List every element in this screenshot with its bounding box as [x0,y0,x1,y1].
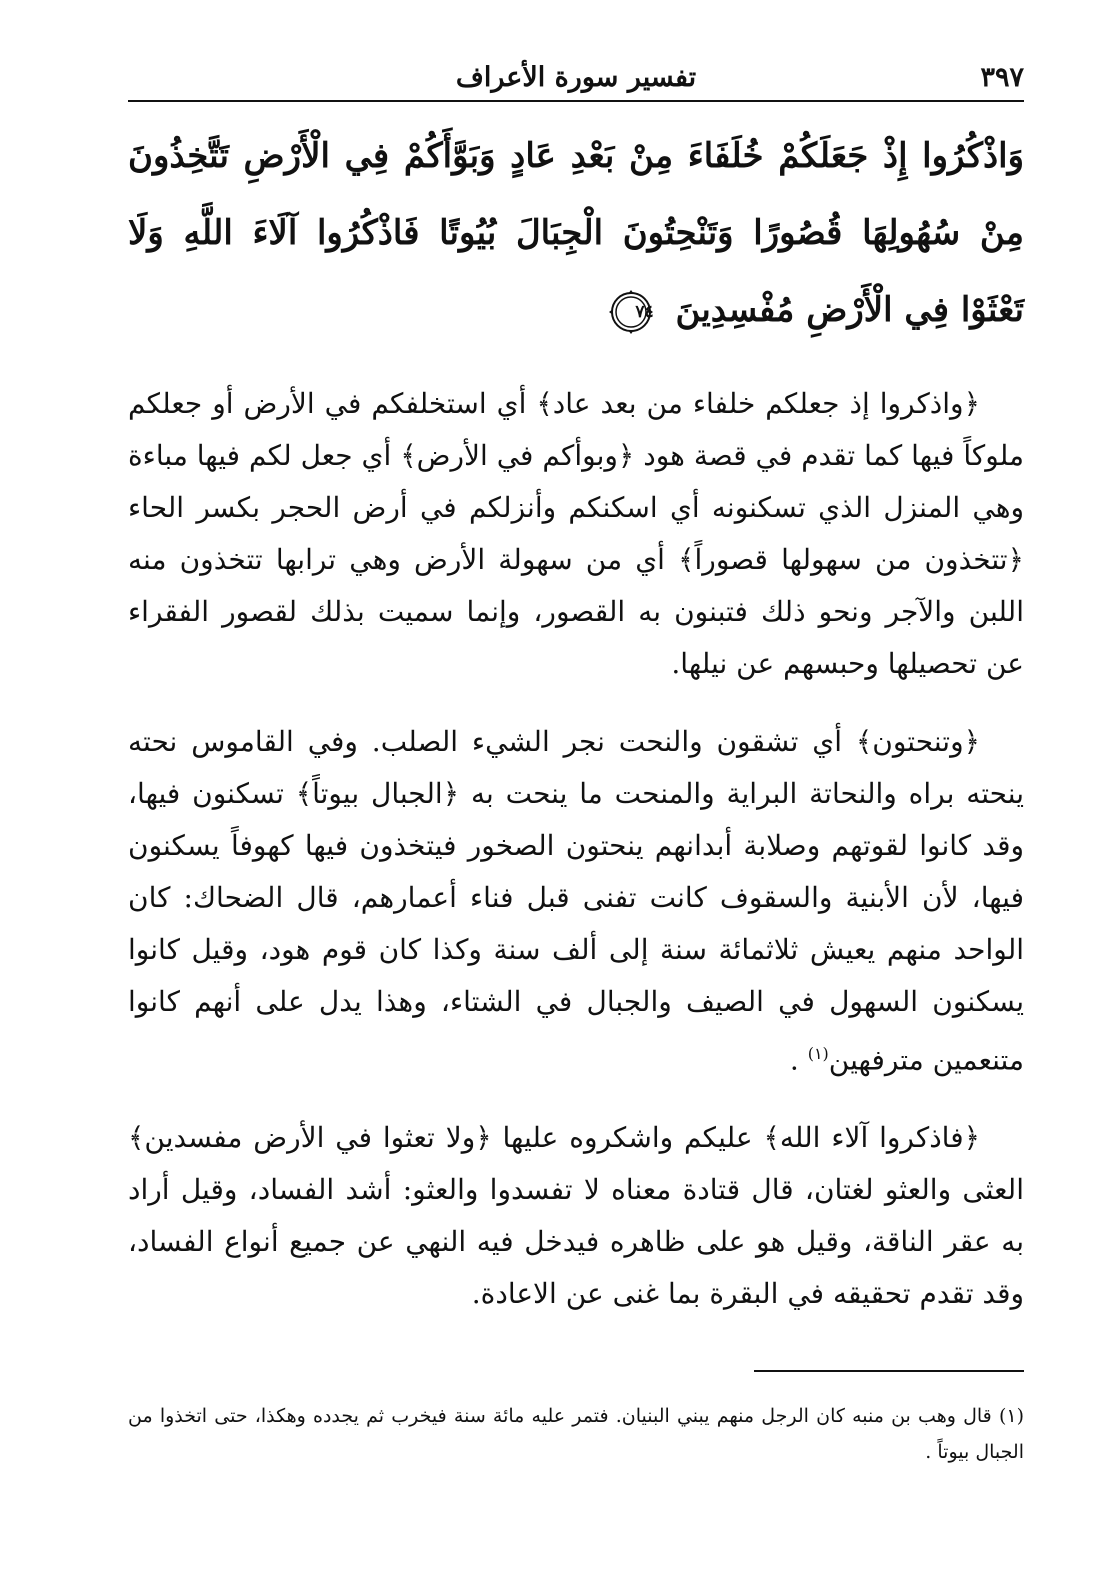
page-header [128,56,1024,100]
footnote [128,1398,1024,1470]
quran-verse-text: وَاذْكُرُوا إِذْ جَعَلَكُمْ خُلَفَاءَ مِنْ بَعْدِ عَادٍ وَبَوَّأَكُمْ فِي الْأَرْضِ تَتَّخِذُونَ مِنْ سُهُولِهَا قُصُورًا وَتَنْحِتُونَ الْجِبَالَ بُيُوتًا فَاذْكُرُوا آلَاءَ اللَّهِ وَلَا تَعْثَوْا فِي الْأَرْضِ مُفْسِدِينَ [128,136,1024,330]
commentary-paragraph: ﴿واذكروا إذ جعلكم خلفاء من بعد عاد﴾ أي استخلفكم في الأرض أو جعلكم ملوكاً فيها كما تقدم في قصة هود ﴿وبوأكم في الأرض﴾ أي جعل لكم فيها مباءة وهي المنزل الذي تسكنونه أي اسكنكم وأنزلكم في أرض الحجر بكسر الحاء ﴿تتخذون من سهولها قصوراً﴾ أي من سهولة الأرض وهي ترابها تتخذون منه اللبن والآجر ونحو ذلك فتبنون به القصور، وإنما سميت بذلك لقصور الفقراء عن تحصيلها وحبسهم عن نيلها. [128,387,1024,680]
running-title: تفسير سورة الأعراف [455,62,697,93]
commentary-body [128,378,1024,1346]
footnote-reference[interactable]: (١) [807,1044,829,1063]
header-rule [128,100,1024,102]
footnote-text: قال وهب بن منبه كان الرجل منهم يبني البنيان. فتمر عليه مائة سنة فيخرب ثم يجدده وهكذا، حتى اتخذوا من الجبال بيوتاً . [128,1405,1024,1463]
commentary-paragraph: ﴿فاذكروا آلاء الله﴾ عليكم واشكروه عليها ﴿ولا تعثوا في الأرض مفسدين﴾ العثى والعثو لغتان، قال قتادة معناه لا تفسدوا والعثو: أشد الفساد، وقيل أراد به عقر الناقة، وقيل هو على ظاهره فيدخل فيه النهي عن جميع أنواع الفساد، وقد تقدم تحقيقه في البقرة بما غنى عن الاعادة. [128,1121,1024,1311]
page-number: ٣٩٧ [980,62,1024,93]
ayah-number-marker [608,289,654,335]
footnote-separator [754,1370,1024,1372]
commentary-paragraph: ﴿وتنحتون﴾ أي تشقون والنحت نجر الشيء الصلب. وفي القاموس نحته ينحته براه والنحاتة البراية والمنحت ما ينحت به ﴿الجبال بيوتاً﴾ تسكنون فيها، وقد كانوا لقوتهم وصلابة أبدانهم ينحتون الصخور فيتخذون فيها كهوفاً يسكنون فيها، لأن الأبنية والسقوف كانت تفنى قبل فناء أعمارهم، قال الضحاك: كان الواحد منهم يعيش ثلاثمائة سنة إلى ألف سنة وكذا كان قوم هود، وقيل كانوا يسكنون السهول في الصيف والجبال في الشتاء، وهذا يدل على أنهم كانوا متنعمين مترفهين$^{(١)}$ . [128,725,1024,1077]
footnote-marker: (١) [998,1405,1024,1427]
ayah-number: ٧٤ [635,302,654,322]
quran-verse-block [128,118,1024,349]
